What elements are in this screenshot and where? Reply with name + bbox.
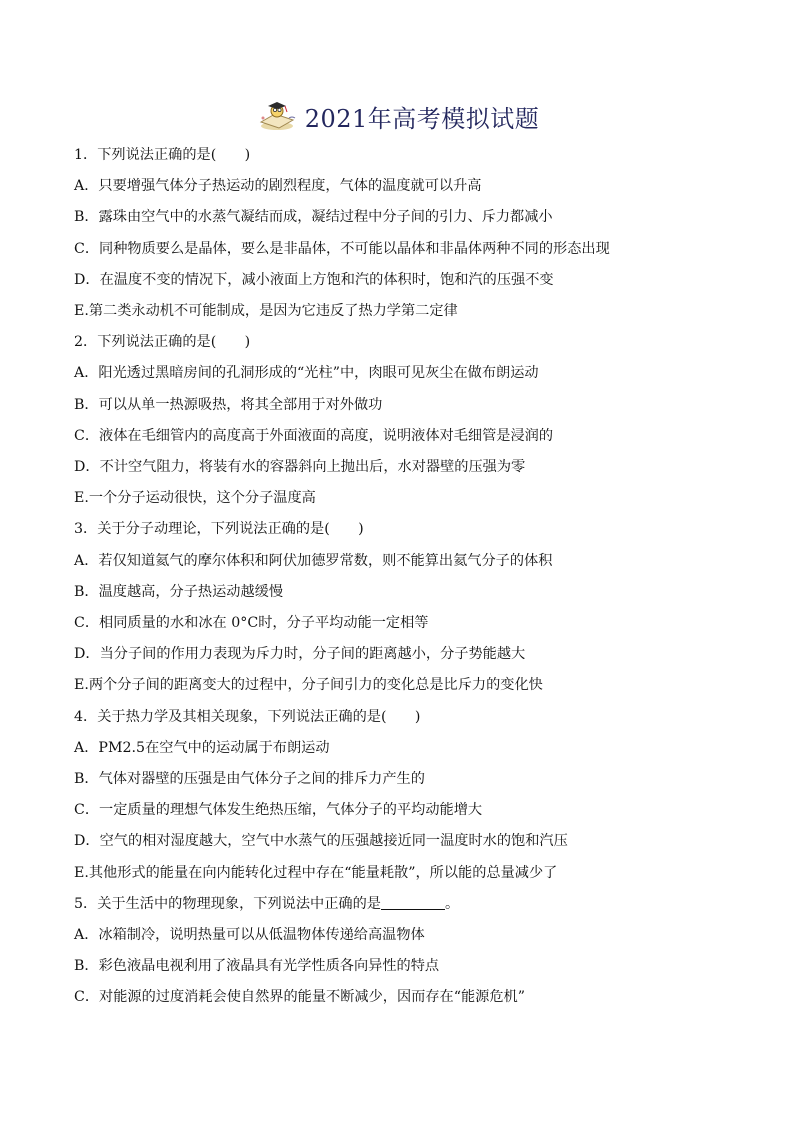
option-c: C．相同质量的水和冰在 0°C时，分子平均动能一定相等 xyxy=(74,615,429,632)
option-b: B．可以从单一热源吸热，将其全部用于对外做功 xyxy=(74,396,383,413)
option-c: C．液体在毛细管内的高度高于外面液面的高度，说明液体对毛细管是浸润的 xyxy=(74,427,554,444)
option-b: B．彩色液晶电视利用了液晶具有光学性质各向异性的特点 xyxy=(74,958,440,975)
option-b: B．气体对器壁的压强是由气体分子之间的排斥力产生的 xyxy=(74,771,425,788)
page-title: 2021年高考模拟试题 xyxy=(304,104,540,133)
option-d: D．当分子间的作用力表现为斥力时，分子间的距离越小，分子势能越大 xyxy=(74,646,526,663)
question-stem: 4．关于热力学及其相关现象，下列说法正确的是( ) xyxy=(74,708,421,725)
question-stem: 3．关于分子动理论，下列说法正确的是( ) xyxy=(74,521,364,538)
option-c: C．同种物质要么是晶体，要么是非晶体，不可能以晶体和非晶体两种不同的形态出现 xyxy=(74,240,610,257)
option-e: E.其他形式的能量在向内能转化过程中存在“能量耗散”，所以能的总量减少了 xyxy=(74,864,558,881)
option-a: A．冰箱制冷，说明热量可以从低温物体传递给高温物体 xyxy=(74,927,425,944)
question-stem: 1．下列说法正确的是( ) xyxy=(74,147,251,163)
option-e: E.一个分子运动很快，这个分子温度高 xyxy=(74,490,316,507)
option-b: B．露珠由空气中的水蒸气凝结而成，凝结过程中分子间的引力、斥力都减小 xyxy=(74,209,553,226)
question-stem xyxy=(74,889,734,920)
answer-blank xyxy=(381,895,445,910)
scholar-mascot-icon xyxy=(255,100,299,132)
question-stem: 2．下列说法正确的是( ) xyxy=(74,334,251,351)
page-header xyxy=(0,96,794,136)
option-d: D．不计空气阻力，将装有水的容器斜向上抛出后，水对器壁的压强为零 xyxy=(74,459,526,476)
option-a: A．PM2.5在空气中的运动属于布朗运动 xyxy=(74,739,330,756)
question-list xyxy=(74,140,734,1014)
option-d: D．在温度不变的情况下，减小液面上方饱和汽的体积时，饱和汽的压强不变 xyxy=(74,271,554,288)
option-a: A．阳光透过黑暗房间的孔洞形成的“光柱”中，肉眼可见灰尘在做布朗运动 xyxy=(74,365,539,382)
option-e: E.第二类永动机不可能制成，是因为它违反了热力学第二定律 xyxy=(74,303,458,320)
option-b: B．温度越高，分子热运动越缓慢 xyxy=(74,583,284,600)
option-e: E.两个分子间的距离变大的过程中，分子间引力的变化总是比斥力的变化快 xyxy=(74,677,543,694)
option-a: A．若仅知道氦气的摩尔体积和阿伏加德罗常数，则不能算出氦气分子的体积 xyxy=(74,552,553,569)
question-stem-text: 5．关于生活中的物理现象，下列说法中正确的是 xyxy=(74,895,381,912)
option-c: C．一定质量的理想气体发生绝热压缩，气体分子的平均动能增大 xyxy=(74,802,483,819)
option-c: C．对能源的过度消耗会使自然界的能量不断减少，因而存在“能源危机” xyxy=(74,989,525,1006)
question-stem-end: 。 xyxy=(444,895,460,912)
option-d: D．空气的相对湿度越大，空气中水蒸气的压强越接近同一温度时水的饱和汽压 xyxy=(74,833,568,850)
option-a: A．只要增强气体分子热运动的剧烈程度，气体的温度就可以升高 xyxy=(74,178,482,195)
